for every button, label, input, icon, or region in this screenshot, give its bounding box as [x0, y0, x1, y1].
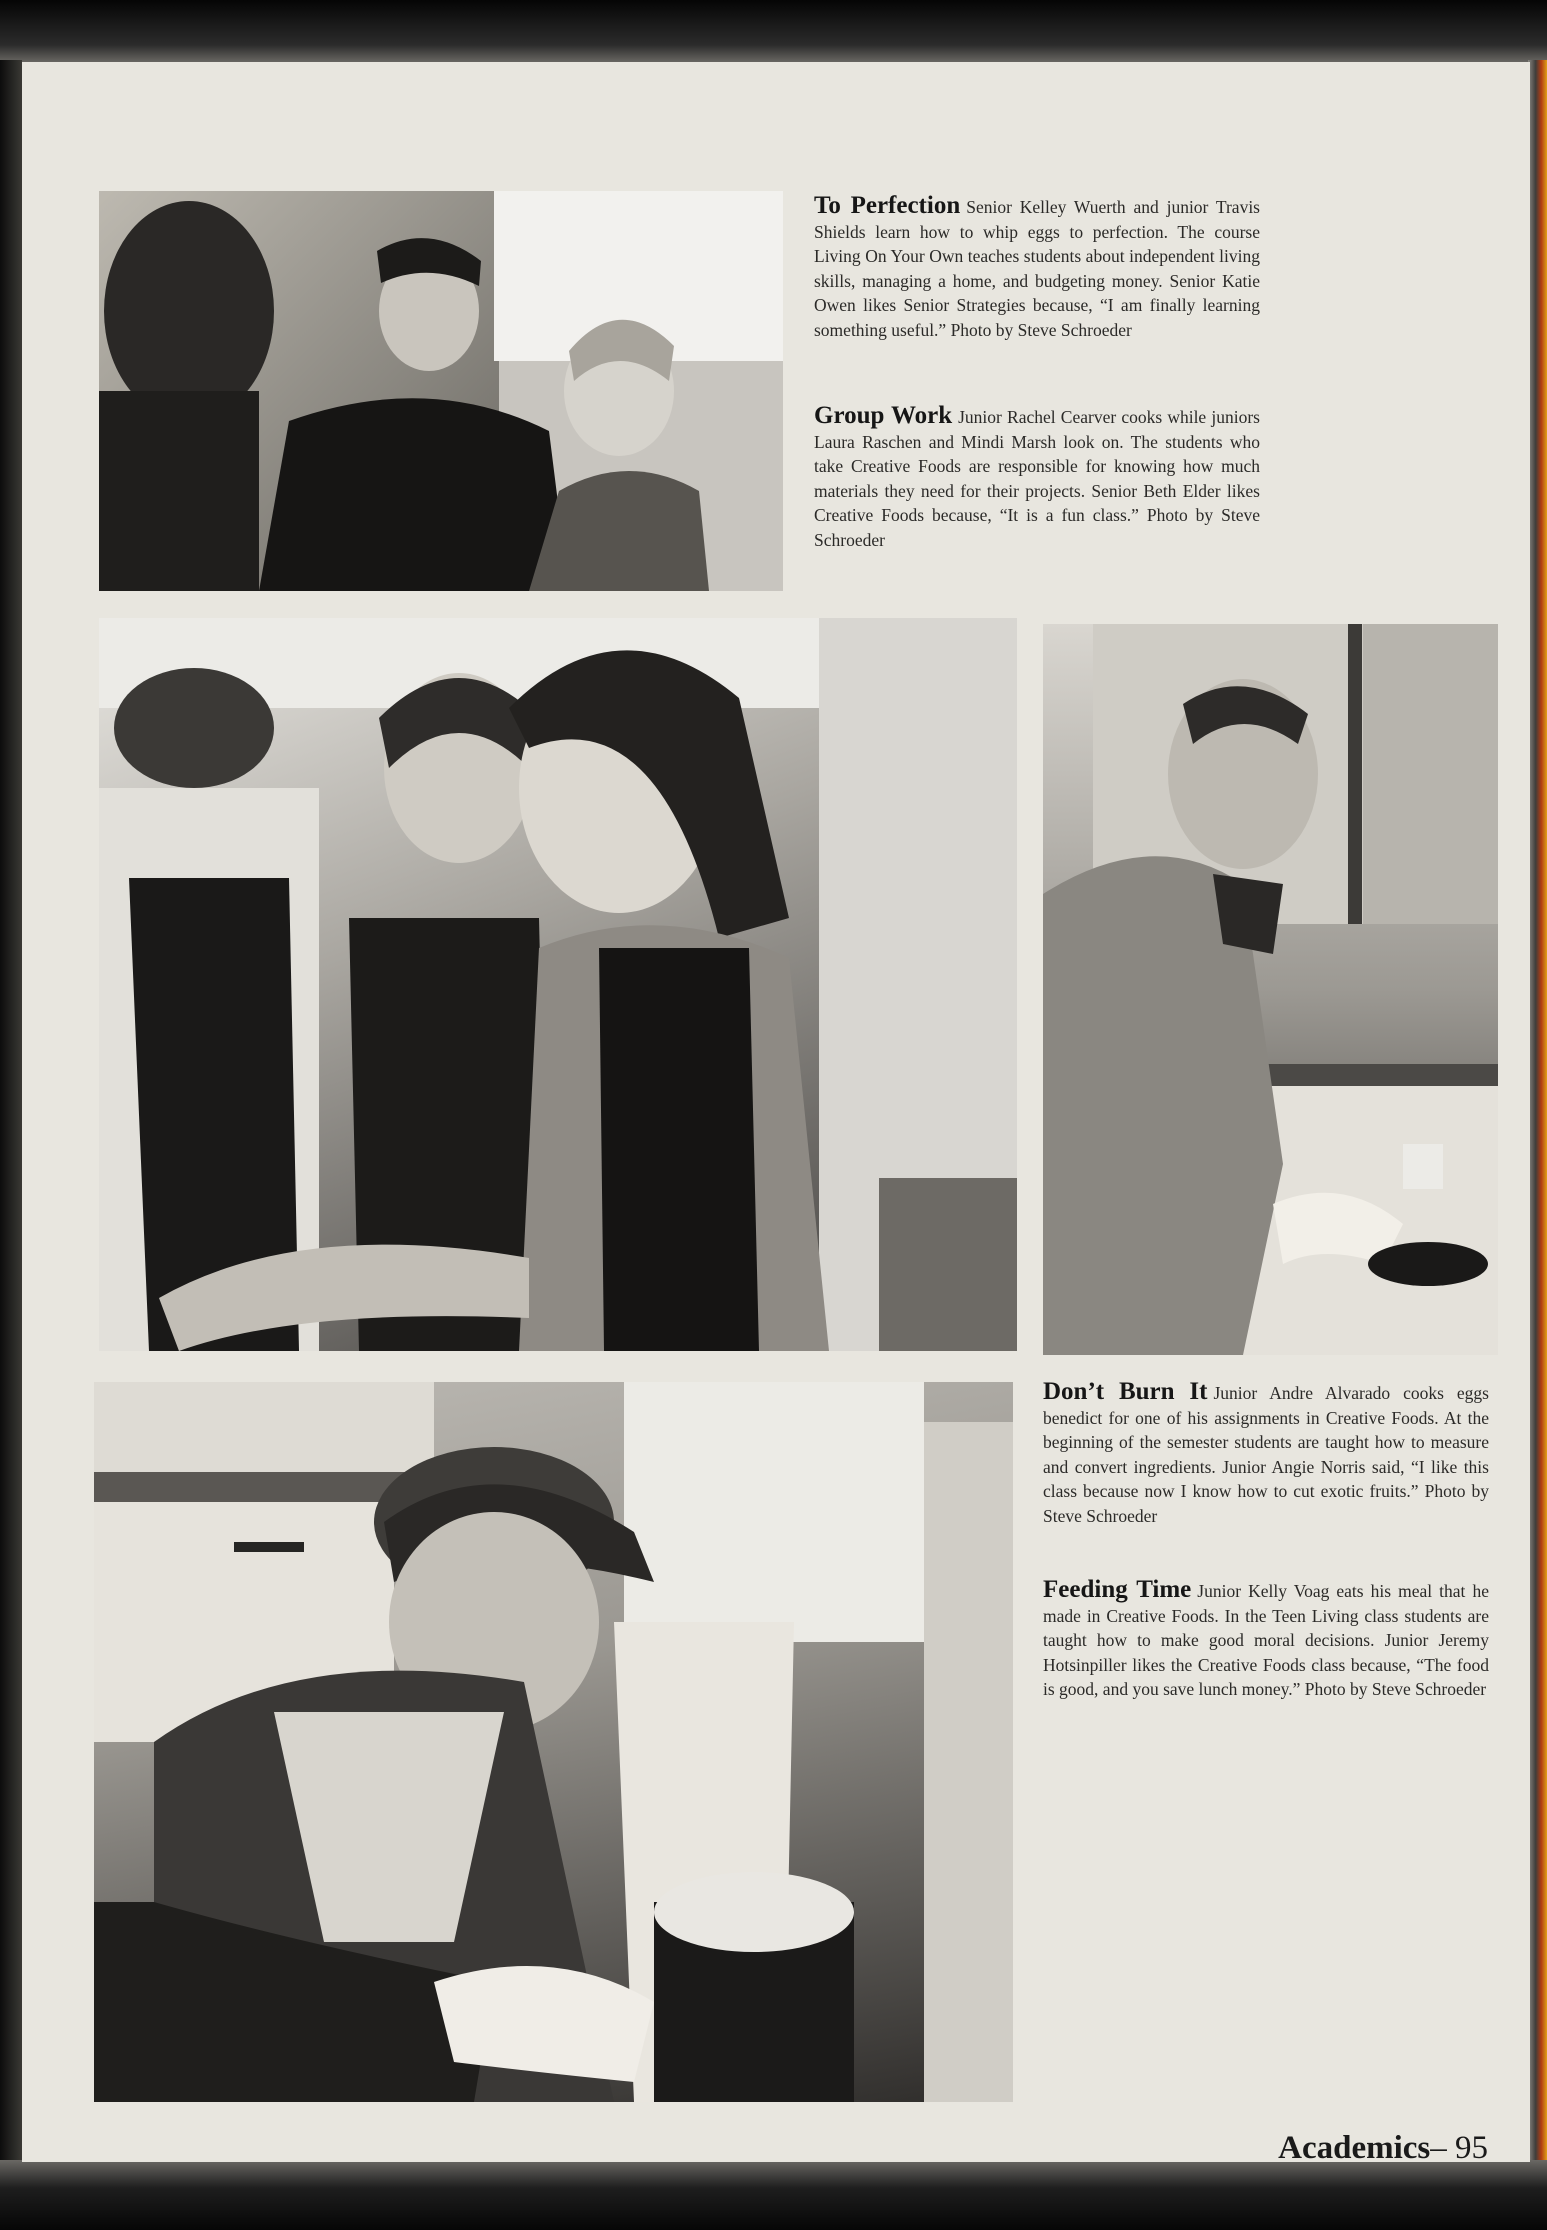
scan-border-top — [0, 0, 1547, 64]
photo-group-work-figures — [99, 618, 1017, 1351]
caption-to-perfection — [814, 194, 1260, 342]
photo-to-perfection — [99, 191, 783, 591]
photo-feeding-time — [94, 1382, 1013, 2102]
photo-feeding-time-figures — [94, 1382, 1013, 2102]
caption-body: Junior Kelly Voag eats his meal that he made in Creative Foods. In the Teen Living class students are taught how to make good moral decisions. Junior Jeremy Hotsinpiller likes the Creative Foods class because, “The food is good, and you save lunch money.” Photo by Steve Schroeder — [1043, 1581, 1489, 1699]
yearbook-page — [22, 62, 1530, 2166]
caption-title: Don’t Burn It — [1043, 1378, 1208, 1405]
photo-dont-burn-it — [1043, 624, 1498, 1355]
scan-border-left — [0, 60, 22, 2165]
caption-body: Junior Andre Alvarado cooks eggs benedict for one of his assignments in Creative Foods. At the beginning of the semester students are taught how to measure and convert ingredients. Junior Angie Norris said, “I like this class because now I know how to cut exotic fruits.” Photo by Steve Schroeder — [1043, 1383, 1489, 1526]
photo-dont-burn-it-figures — [1043, 624, 1498, 1355]
caption-group-work — [814, 404, 1260, 552]
section-name: Academics — [1278, 2130, 1431, 2166]
page-number: 95 — [1455, 2130, 1488, 2166]
photo-group-work — [99, 618, 1017, 1351]
caption-title: Group Work — [814, 402, 953, 429]
caption-feeding-time — [1043, 1578, 1489, 1702]
footer-separator: – — [1430, 2130, 1455, 2166]
caption-body: Senior Kelley Wuerth and junior Travis Shields learn how to whip eggs to perfection. The course Living On Your Own teaches students about independent living skills, managing a home, and budgeting money. Senior Katie Owen likes Senior Strategies because, “I am finally learning something useful.” Photo by Steve Schroeder — [814, 197, 1260, 340]
caption-title: To Perfection — [814, 192, 961, 219]
page-footer — [1272, 2130, 1488, 2167]
caption-dont-burn-it — [1043, 1380, 1489, 1528]
scan-border-right — [1528, 60, 1547, 2165]
caption-body: Junior Rachel Cearver cooks while juniors Laura Raschen and Mindi Marsh look on. The students who take Creative Foods are responsible for knowing how much materials they need for their projects. Senior Beth Elder likes Creative Foods because, “It is a fun class.” Photo by Steve Schroeder — [814, 407, 1260, 550]
photo-to-perfection-figures — [99, 191, 783, 591]
caption-title: Feeding Time — [1043, 1576, 1192, 1603]
scan-border-bottom — [0, 2160, 1547, 2230]
